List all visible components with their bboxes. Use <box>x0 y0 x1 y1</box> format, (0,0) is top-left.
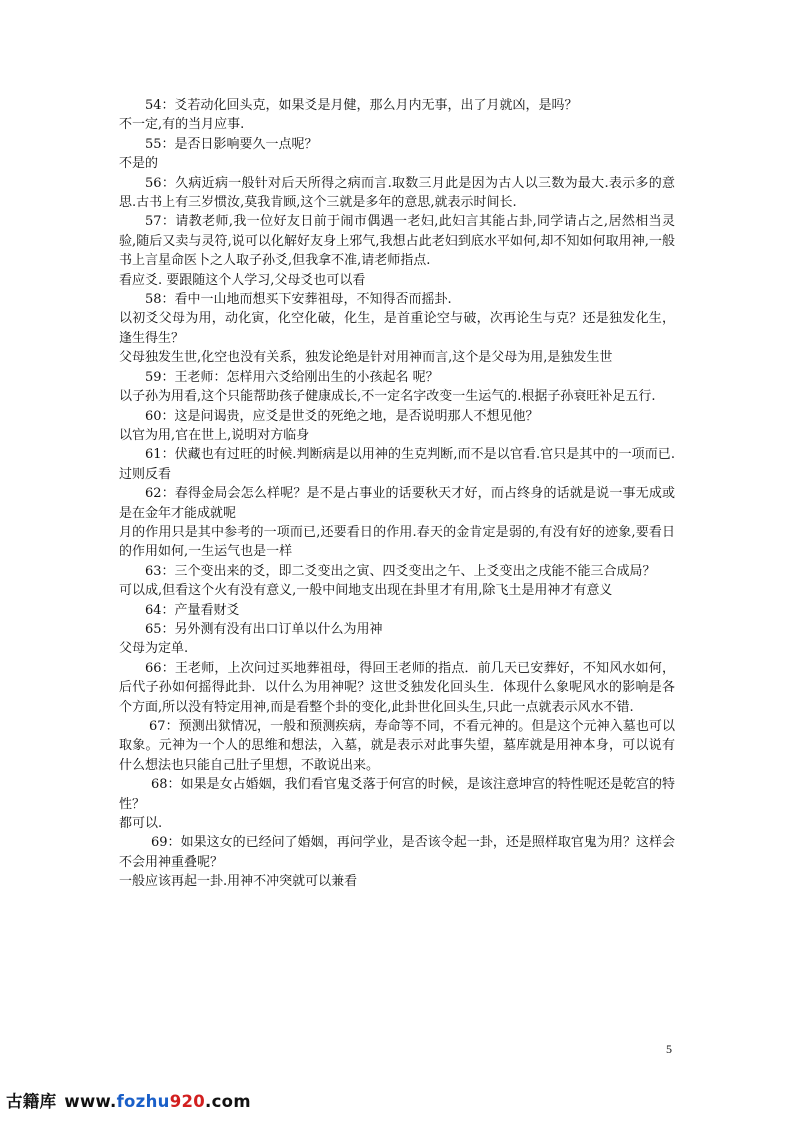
answer-paragraph: 以初爻父母为用，动化寅，化空化破，化生，是首重论空与破，次再论生与克？还是独发化生，逢生得生？ <box>119 311 675 346</box>
answer-paragraph: 父母独发生世,化空也没有关系，独发论绝是针对用神而言,这个是父母为用,是独发生世 <box>119 350 613 366</box>
answer-paragraph: 以子孙为用看,这个只能帮助孩子健康成长,不一定名字改变一生运气的.根据子孙衰旺补足五行. <box>119 389 656 405</box>
question-paragraph: 55：是否日影响要久一点呢？ <box>145 136 318 152</box>
question-paragraph: 60：这是问谒贵，应爻是世爻的死绝之地，是否说明那人不想见他？ <box>145 408 539 424</box>
answer-paragraph: 不一定,有的当月应事. <box>119 117 245 133</box>
answer-paragraph: 看应爻. 要跟随这个人学习,父母爻也可以看 <box>119 272 366 288</box>
question-paragraph: 65：另外测有没有出口订单以什么为用神 <box>145 621 383 637</box>
question-paragraph: 54：爻若动化回头克，如果爻是月健，那么月内无事，出了月就凶，是吗？ <box>145 98 578 113</box>
document-body <box>119 96 675 892</box>
question-paragraph: 66：王老师，上次问过买地葬祖母，得回王老师的指点．前几天已安葬好，不知风水如何，后代子孙如何摇得此卦．以什么为用神呢？这世爻独发化回头生．体现什么象呢风水的影响是各个方面,所以没有特定用神,而是看整个卦的变化,此卦世化回头生,只此一点就表示风水不错. <box>119 660 675 715</box>
question-paragraph: 62：春得金局会怎么样呢？是不是占事业的话要秋天才好，而占终身的话就是说一事无成或是在金年才能成就呢 <box>119 486 675 521</box>
question-paragraph: 56：久病近病一般针对后天所得之病而言.取数三月此是因为古人以三数为最大.表示多的意思.古书上有三岁惯汝,莫我肯顾,这个三就是多年的意思,就表示时间长. <box>119 175 675 211</box>
question-paragraph: 69：如果这女的已经问了婚姻，再问学业，是否该令起一卦，还是照样取官鬼为用？这样会不会用神重叠呢？ <box>119 835 675 870</box>
question-paragraph: 59：王老师：怎样用六爻给刚出生的小孩起名 呢？ <box>145 369 439 385</box>
question-paragraph: 58：看中一山地而想买下安葬祖母，不知得否而摇卦. <box>145 292 452 308</box>
answer-paragraph: 可以成,但看这个火有没有意义,一般中间地支出现在卦里才有用,除飞土是用神才有意义 <box>119 583 613 599</box>
answer-paragraph: 月的作用只是其中参考的一项而已,还要看日的作用.春天的金肯定是弱的,有没有好的迹象,要看日的作用如何,一生运气也是一样 <box>119 524 675 560</box>
answer-paragraph: 一般应该再起一卦.用神不冲突就可以兼看 <box>119 874 358 890</box>
watermark-url-brand: fozhu <box>116 1092 170 1111</box>
question-paragraph: 57：请教老师,我一位好友日前于闹市偶遇一老妇,此妇言其能占卦,同学请占之,居然相当灵验,随后又卖与灵符,说可以化解好友身上邪气,我想占此老妇到底水平如何,却不知如何取用神,一般书上言星命医卜之人取子孙爻,但我拿不准,请老师指点. <box>119 214 675 269</box>
answer-paragraph: 不是的 <box>119 156 159 172</box>
question-paragraph: 64：产量看财爻 <box>145 602 240 618</box>
watermark-url-prefix: www. <box>64 1092 117 1111</box>
answer-paragraph: 以官为用,官在世上,说明对方临身 <box>119 427 310 443</box>
answer-paragraph: 父母为定单. <box>119 641 189 657</box>
watermark-url-digits: 920 <box>169 1092 206 1111</box>
question-paragraph: 61：伏藏也有过旺的时候.判断病是以用神的生克判断,而不是以官看.官只是其中的一项而已.过则反看 <box>119 447 675 482</box>
site-watermark <box>6 1088 251 1114</box>
question-paragraph: 68：如果是女占婚姻，我们看官鬼爻落于何宫的时候，是该注意坤宫的特性呢还是乾宫的特性？ <box>119 777 675 812</box>
question-paragraph: 63：三个变出来的爻，即二爻变出之寅、四爻变出之午、上爻变出之戌能不能三合成局？ <box>145 563 656 579</box>
watermark-site-name: 古籍库 <box>6 1092 57 1111</box>
answer-paragraph: 都可以. <box>119 816 163 832</box>
question-paragraph: 67：预测出狱情况，一般和预测疾病，寿命等不同，不看元神的。但是这个元神入墓也可以取象。元神为一个人的思维和想法，入墓，就是表示对此事失望，墓库就是用神本身，可以说有什么想法也只能自己肚子里想，不敢说出来。 <box>119 719 675 773</box>
page-number: 5 <box>666 1042 672 1056</box>
watermark-url-suffix: .com <box>205 1092 251 1111</box>
